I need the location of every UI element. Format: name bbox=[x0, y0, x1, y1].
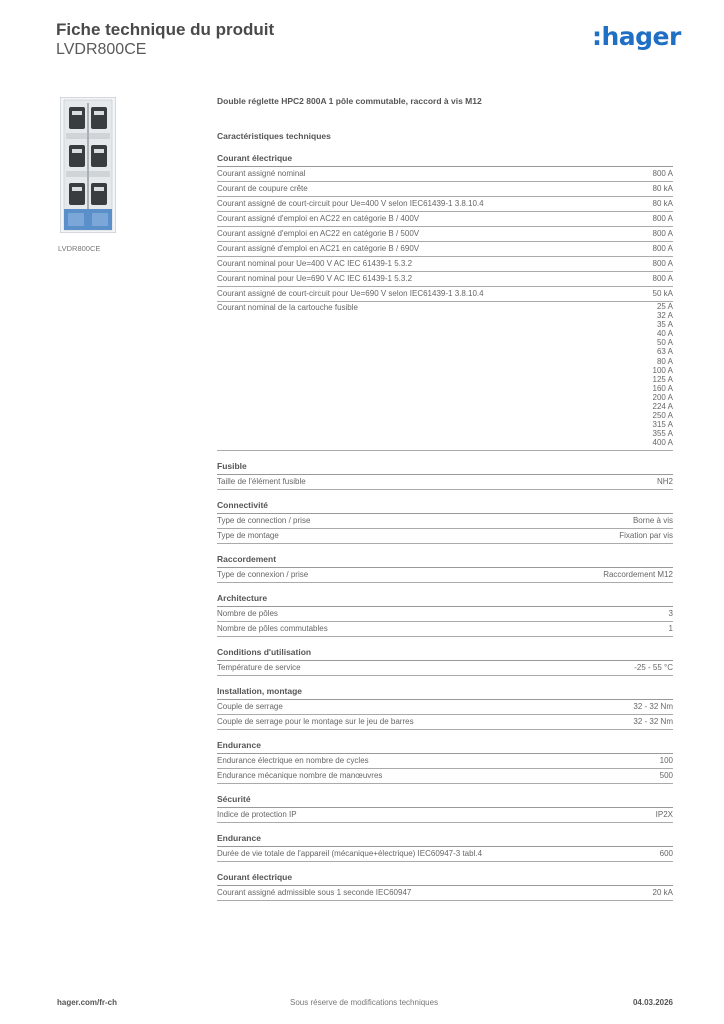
spec-value-item: 32 A bbox=[656, 311, 673, 321]
section-title: Raccordement bbox=[217, 553, 673, 568]
hager-logo: :hager bbox=[592, 22, 681, 51]
footer-date: 04.03.2026 bbox=[632, 998, 673, 1007]
spec-label: Nombre de pôles bbox=[217, 608, 278, 618]
spec-section bbox=[217, 739, 673, 784]
spec-content bbox=[217, 95, 673, 910]
section-title: Courant électrique bbox=[217, 871, 673, 886]
spec-value-item: 125 A bbox=[652, 374, 673, 384]
spec-row bbox=[217, 754, 673, 769]
page-title: Fiche technique du produit bbox=[56, 20, 275, 39]
spec-value: 800 A bbox=[652, 169, 673, 178]
spec-row bbox=[217, 847, 673, 862]
spec-label: Type de connexion / prise bbox=[217, 569, 309, 579]
image-caption: LVDR800CE bbox=[58, 244, 101, 253]
spec-section bbox=[217, 871, 673, 901]
spec-label: Durée de vie totale de l'appareil (mécanique+électrique) IEC60947-3 tabl.4 bbox=[217, 848, 483, 858]
spec-row bbox=[217, 715, 673, 730]
spec-value: Fixation par vis bbox=[619, 530, 673, 540]
spec-row bbox=[217, 769, 673, 784]
spec-value-item: 224 A bbox=[652, 402, 673, 412]
spec-label: Courant assigné de court-circuit pour Ue=400 V selon IEC61439-1 3.8.10.4 bbox=[217, 199, 484, 208]
spec-section bbox=[217, 793, 673, 823]
spec-label: Taille de l'élément fusible bbox=[217, 476, 306, 486]
section-title: Conditions d'utilisation bbox=[217, 646, 673, 661]
spec-row bbox=[217, 287, 673, 302]
spec-value-item: 355 A bbox=[652, 429, 673, 439]
spec-row bbox=[217, 212, 673, 227]
spec-row bbox=[217, 227, 673, 242]
section-title: Fusible bbox=[217, 460, 673, 475]
spec-section bbox=[217, 685, 673, 730]
spec-label: Type de connection / prise bbox=[217, 515, 311, 525]
spec-label: Endurance électrique en nombre de cycles bbox=[217, 755, 369, 765]
spec-value: 100 bbox=[659, 755, 673, 765]
spec-label: Couple de serrage pour le montage sur le jeu de barres bbox=[217, 716, 414, 726]
spec-row bbox=[217, 242, 673, 257]
footer-website: hager.com/fr-ch bbox=[57, 998, 118, 1007]
spec-value-item: 63 A bbox=[656, 347, 673, 357]
spec-value-item: 200 A bbox=[652, 392, 673, 402]
spec-label: Courant assigné d'emploi en AC21 en catégorie B / 690V bbox=[217, 244, 420, 253]
spec-label: Température de service bbox=[217, 662, 301, 672]
spec-row bbox=[217, 568, 673, 583]
spec-label: Courant assigné nominal bbox=[217, 169, 306, 178]
spec-value-item: 25 A bbox=[656, 302, 673, 311]
spec-value-item: 160 A bbox=[652, 383, 673, 393]
spec-value-item: 80 A bbox=[656, 356, 673, 366]
characteristics-heading: Caractéristiques techniques bbox=[217, 131, 331, 141]
spec-value-item: 250 A bbox=[652, 411, 673, 421]
spec-row bbox=[217, 257, 673, 272]
spec-value-item: 50 A bbox=[656, 338, 673, 348]
spec-label: Couple de serrage bbox=[217, 701, 283, 711]
spec-label: Courant nominal pour Ue=400 V AC IEC 61439-1 5.3.2 bbox=[217, 259, 413, 268]
spec-row bbox=[217, 607, 673, 622]
spec-label: Type de montage bbox=[217, 530, 279, 540]
spec-value bbox=[653, 302, 673, 448]
spec-row bbox=[217, 808, 673, 823]
spec-label: Endurance mécanique nombre de manœuvres bbox=[217, 770, 383, 780]
spec-value: 800 A bbox=[652, 244, 673, 253]
section-title: Connectivité bbox=[217, 499, 673, 514]
spec-value: NH2 bbox=[656, 476, 673, 486]
spec-label: Courant assigné d'emploi en AC22 en catégorie B / 500V bbox=[217, 229, 420, 238]
spec-value: 32 - 32 Nm bbox=[633, 716, 673, 726]
spec-row bbox=[217, 514, 673, 529]
spec-row bbox=[217, 529, 673, 544]
spec-value-item: 35 A bbox=[656, 320, 673, 330]
spec-row bbox=[217, 167, 673, 182]
spec-value: 80 kA bbox=[652, 184, 673, 193]
spec-value: -25 - 55 °C bbox=[634, 662, 673, 672]
spec-label: Courant assigné de court-circuit pour Ue=690 V selon IEC61439-1 3.8.10.4 bbox=[217, 289, 484, 298]
spec-row bbox=[217, 197, 673, 212]
spec-label: Indice de protection IP bbox=[217, 809, 297, 819]
spec-label: Courant nominal pour Ue=690 V AC IEC 61439-1 5.3.2 bbox=[217, 274, 413, 283]
spec-section bbox=[217, 646, 673, 676]
spec-value: 3 bbox=[668, 608, 673, 618]
spec-value: 800 A bbox=[652, 259, 673, 268]
spec-value: 20 kA bbox=[652, 887, 673, 897]
product-reference: LVDR800CE bbox=[56, 41, 147, 58]
spec-section bbox=[217, 460, 673, 490]
spec-value: Raccordement M12 bbox=[603, 569, 673, 579]
section-title: Courant électrique bbox=[217, 152, 673, 167]
spec-value: 800 A bbox=[652, 274, 673, 283]
spec-label: Courant assigné d'emploi en AC22 en catégorie B / 400V bbox=[217, 214, 420, 223]
section-title: Sécurité bbox=[217, 793, 673, 808]
spec-section bbox=[217, 499, 673, 544]
product-image bbox=[60, 97, 116, 233]
spec-value-item: 100 A bbox=[652, 365, 673, 375]
spec-row bbox=[217, 886, 673, 901]
footer-disclaimer: Sous réserve de modifications techniques bbox=[290, 998, 439, 1007]
section-title: Endurance bbox=[217, 739, 673, 754]
spec-row bbox=[217, 700, 673, 715]
spec-value-item: 40 A bbox=[656, 329, 673, 339]
spec-row bbox=[217, 302, 673, 451]
spec-section bbox=[217, 832, 673, 862]
spec-row bbox=[217, 622, 673, 637]
spec-value: 500 bbox=[659, 770, 673, 780]
spec-label: Courant nominal de la cartouche fusible bbox=[217, 303, 358, 312]
spec-sections bbox=[217, 152, 673, 901]
spec-row bbox=[217, 661, 673, 676]
spec-value: 80 kA bbox=[652, 199, 673, 208]
spec-value: 800 A bbox=[652, 229, 673, 238]
spec-value: Borne à vis bbox=[632, 515, 673, 525]
spec-section bbox=[217, 553, 673, 583]
spec-value: 32 - 32 Nm bbox=[633, 701, 673, 711]
spec-value: 600 bbox=[659, 848, 673, 858]
spec-label: Courant assigné admissible sous 1 seconde IEC60947 bbox=[217, 887, 412, 897]
spec-value: 50 kA bbox=[652, 289, 673, 298]
section-title: Architecture bbox=[217, 592, 673, 607]
spec-value: IP2X bbox=[655, 809, 673, 819]
spec-row bbox=[217, 182, 673, 197]
spec-row bbox=[217, 475, 673, 490]
page-header bbox=[56, 20, 274, 60]
section-title: Installation, montage bbox=[217, 685, 673, 700]
spec-value: 800 A bbox=[652, 214, 673, 223]
section-title: Endurance bbox=[217, 832, 673, 847]
spec-value-item: 315 A bbox=[652, 420, 673, 430]
product-description: Double réglette HPC2 800A 1 pôle commutable, raccord à vis M12 bbox=[217, 96, 482, 106]
spec-row bbox=[217, 272, 673, 287]
spec-label: Nombre de pôles commutables bbox=[217, 623, 328, 633]
spec-section bbox=[217, 152, 673, 451]
spec-section bbox=[217, 592, 673, 637]
spec-value-item: 400 A bbox=[652, 438, 673, 448]
spec-label: Courant de coupure crête bbox=[217, 184, 308, 193]
spec-value: 1 bbox=[668, 623, 673, 633]
